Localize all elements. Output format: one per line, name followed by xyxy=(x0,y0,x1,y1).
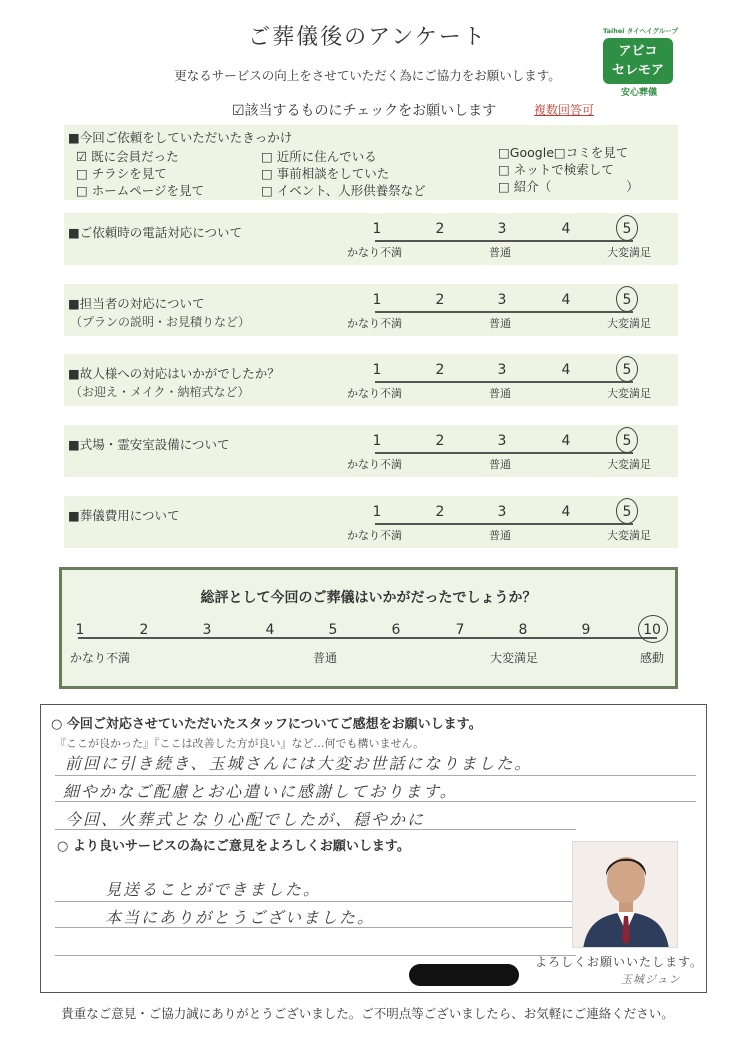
scale-label-right: 大変満足 xyxy=(607,387,651,400)
overall-label-very-satisfied: 大変満足 xyxy=(490,651,539,665)
option-google-reviews[interactable]: □Google□コミを見て xyxy=(498,145,629,160)
staff-message: よろしくお願いいたします。 xyxy=(535,955,704,969)
footer-thanks: 貴重なご意見・ご協力誠にありがとうございました。ご不明点等ございましたら、お気軽にご連絡ください。 xyxy=(61,1006,674,1021)
overall-option-8[interactable]: 8 xyxy=(518,622,528,638)
company-logo xyxy=(603,26,678,98)
scale-label-left: かなり不満 xyxy=(347,529,402,542)
question-3-heading: ■故人様への対応はいかがでしたか？ xyxy=(68,366,280,381)
overall-option-7[interactable]: 7 xyxy=(455,622,465,638)
scale-option-3[interactable]: 3 xyxy=(497,362,507,378)
scale-option-3[interactable]: 3 xyxy=(497,433,507,449)
overall-option-2[interactable]: 2 xyxy=(139,622,149,638)
scale-option-2[interactable]: 2 xyxy=(435,433,445,449)
comments-box xyxy=(40,704,707,993)
logo-line1: アビコ xyxy=(618,44,658,59)
scale-option-5[interactable]: 5 xyxy=(622,504,632,520)
overall-option-6[interactable]: 6 xyxy=(391,622,401,638)
scale-option-2[interactable]: 2 xyxy=(435,362,445,378)
option-nearby[interactable]: □ 近所に住んでいる xyxy=(261,149,377,164)
scale-option-4[interactable]: 4 xyxy=(561,362,571,378)
scale-option-1[interactable]: 1 xyxy=(372,504,382,520)
scale-option-4[interactable]: 4 xyxy=(561,433,571,449)
scale-option-1[interactable]: 1 xyxy=(372,362,382,378)
scale-option-5[interactable]: 5 xyxy=(622,292,632,308)
selected-circle xyxy=(616,498,638,524)
writing-rule xyxy=(55,901,576,902)
logo-box xyxy=(603,38,673,84)
scale-line xyxy=(375,311,633,313)
overall-option-4[interactable]: 4 xyxy=(265,622,275,638)
selected-circle xyxy=(616,356,638,382)
scale-option-2[interactable]: 2 xyxy=(435,504,445,520)
scale-label-right: 大変満足 xyxy=(607,246,651,259)
scale-label-middle: 普通 xyxy=(489,529,511,542)
scale-label-left: かなり不満 xyxy=(347,458,402,471)
overall-label-neutral: 普通 xyxy=(313,651,338,665)
scale-option-3[interactable]: 3 xyxy=(497,504,507,520)
staff-comment-line-1: 前回に引き続き、玉城さんには大変お世話になりました。 xyxy=(65,754,533,773)
option-homepage[interactable]: □ ホームページを見て xyxy=(76,183,205,198)
service-comment-heading: ○ より良いサービスの為にご意見をよろしくお願いします。 xyxy=(57,839,410,854)
overall-question: 総評として今回のご葬儀はいかがだったでしょうか？ xyxy=(200,590,537,606)
scale-option-4[interactable]: 4 xyxy=(561,504,571,520)
scale-label-middle: 普通 xyxy=(489,387,511,400)
scale-label-right: 大変満足 xyxy=(607,529,651,542)
logo-line2: セレモア xyxy=(611,63,664,78)
overall-label-very-dissatisfied: かなり不満 xyxy=(70,651,131,665)
scale-line xyxy=(375,381,633,383)
selected-circle xyxy=(616,215,638,241)
scale-label-right: 大変満足 xyxy=(607,458,651,471)
scale-option-1[interactable]: 1 xyxy=(372,221,382,237)
overall-option-10[interactable]: 10 xyxy=(643,622,661,638)
scale-line xyxy=(375,240,633,242)
scale-label-left: かなり不満 xyxy=(347,317,402,330)
staff-comment-line-2: 細やかなご配慮とお心遣いに感謝しております。 xyxy=(63,782,458,801)
scale-option-2[interactable]: 2 xyxy=(435,221,445,237)
question-1-heading: ■ご依頼時の電話対応について xyxy=(68,225,243,240)
scale-label-left: かなり不満 xyxy=(347,387,402,400)
scale-option-5[interactable]: 5 xyxy=(622,362,632,378)
multiple-answer-note: 複数回答可 xyxy=(534,103,595,117)
option-referral[interactable]: □ 紹介（ ） xyxy=(498,179,639,194)
writing-rule xyxy=(55,955,576,956)
scale-option-1[interactable]: 1 xyxy=(372,292,382,308)
scale-option-5[interactable]: 5 xyxy=(622,433,632,449)
logo-company: Taihei タイヘイグループ xyxy=(603,27,678,35)
option-event[interactable]: □ イベント、人形供養祭など xyxy=(261,183,426,198)
staff-signature: 玉城ジュン xyxy=(621,973,681,986)
writing-rule xyxy=(55,775,696,776)
selected-circle xyxy=(616,427,638,453)
scale-label-middle: 普通 xyxy=(489,458,511,471)
scale-option-4[interactable]: 4 xyxy=(561,292,571,308)
scale-label-right: 大変満足 xyxy=(607,317,651,330)
scale-label-middle: 普通 xyxy=(489,317,511,330)
question-2-heading: ■担当者の対応について xyxy=(68,296,205,311)
question-3-scale xyxy=(347,362,657,406)
page-title: ご葬儀後のアンケート xyxy=(248,25,487,50)
scale-line xyxy=(375,452,633,454)
scale-label-middle: 普通 xyxy=(489,246,511,259)
scale-label-left: かなり不満 xyxy=(347,246,402,259)
overall-rating-box xyxy=(59,567,678,689)
staff-comment-heading: ○ 今回ご対応させていただいたスタッフについてご感想をお願いします。 xyxy=(51,717,482,732)
option-flyer[interactable]: □ チラシを見て xyxy=(76,166,167,181)
question-4-scale xyxy=(347,433,657,477)
overall-option-5[interactable]: 5 xyxy=(328,622,338,638)
trigger-heading: ■今回ご依頼をしていただいたきっかけ xyxy=(68,130,293,145)
check-instruction: ☑該当するものにチェックをお願いします xyxy=(232,103,497,119)
logo-tagline: 安心葬儀 xyxy=(620,88,657,98)
scale-option-3[interactable]: 3 xyxy=(497,221,507,237)
staff-comment-line-3: 今回、火葬式となり心配でしたが、穏やかに xyxy=(65,810,426,829)
overall-label-impressed: 感動 xyxy=(640,651,665,665)
question-2-scale xyxy=(347,292,657,336)
scale-line xyxy=(375,523,633,525)
scale-option-4[interactable]: 4 xyxy=(561,221,571,237)
question-5-scale xyxy=(347,504,657,548)
scale-option-3[interactable]: 3 xyxy=(497,292,507,308)
option-consultation[interactable]: □ 事前相談をしていた xyxy=(261,166,390,181)
question-1-scale xyxy=(347,221,657,265)
question-3-subtext: （お迎え・メイク・納棺式など） xyxy=(70,385,250,399)
question-2-subtext: （プランの説明・お見積りなど） xyxy=(70,315,251,329)
page-subtitle: 更なるサービスの向上をさせていただく為にご協力をお願いします。 xyxy=(174,68,561,83)
overall-option-9[interactable]: 9 xyxy=(581,622,591,638)
overall-scale-line xyxy=(78,637,657,639)
staff-comment-note: 『ここが良かった』『ここは改善した方が良い』など…何でも構いません。 xyxy=(55,737,425,750)
overall-option-1[interactable]: 1 xyxy=(75,622,85,638)
option-web-search[interactable]: □ ネットで検索して xyxy=(498,162,614,177)
question-5-heading: ■葬儀費用について xyxy=(68,508,180,523)
service-comment-line-1: 見送ることができました。 xyxy=(105,880,322,899)
question-4-heading: ■式場・霊安室設備について xyxy=(68,437,230,452)
scale-option-5[interactable]: 5 xyxy=(622,221,632,237)
redaction-bar xyxy=(409,964,519,986)
overall-selected-circle xyxy=(638,615,668,643)
staff-photo xyxy=(572,841,678,948)
scale-option-2[interactable]: 2 xyxy=(435,292,445,308)
selected-circle xyxy=(616,286,638,312)
scale-option-1[interactable]: 1 xyxy=(372,433,382,449)
service-comment-line-2: 本当にありがとうございました。 xyxy=(105,908,376,927)
option-member[interactable]: ☑ 既に会員だった xyxy=(76,149,179,164)
overall-option-3[interactable]: 3 xyxy=(202,622,212,638)
